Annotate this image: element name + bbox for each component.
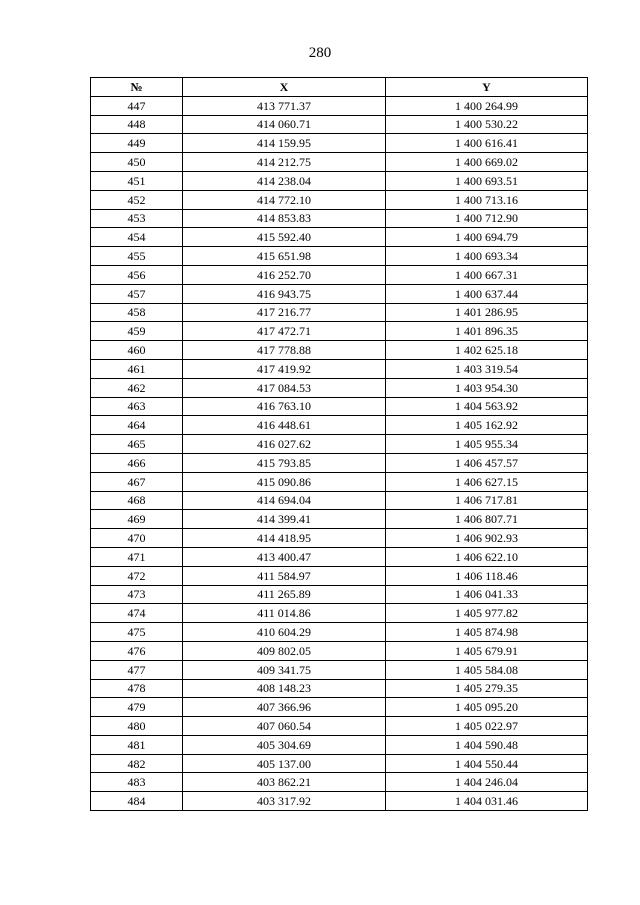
cell-number: 467 <box>91 472 183 491</box>
table-row <box>91 247 588 266</box>
cell-x: 414 853.83 <box>183 209 386 228</box>
table-row <box>91 566 588 585</box>
cell-y: 1 400 694.79 <box>386 228 588 247</box>
cell-y: 1 406 457.57 <box>386 453 588 472</box>
cell-y: 1 402 625.18 <box>386 341 588 360</box>
cell-x: 416 943.75 <box>183 284 386 303</box>
cell-y: 1 406 807.71 <box>386 510 588 529</box>
cell-x: 413 771.37 <box>183 96 386 115</box>
cell-number: 455 <box>91 247 183 266</box>
cell-number: 483 <box>91 773 183 792</box>
table-row <box>91 115 588 134</box>
cell-number: 453 <box>91 209 183 228</box>
cell-x: 405 304.69 <box>183 735 386 754</box>
table-row <box>91 717 588 736</box>
cell-y: 1 400 693.51 <box>386 171 588 190</box>
table-row <box>91 378 588 397</box>
cell-number: 476 <box>91 641 183 660</box>
cell-number: 469 <box>91 510 183 529</box>
cell-number: 474 <box>91 604 183 623</box>
cell-number: 478 <box>91 679 183 698</box>
cell-y: 1 405 279.35 <box>386 679 588 698</box>
table-row <box>91 190 588 209</box>
table-row <box>91 698 588 717</box>
cell-y: 1 400 264.99 <box>386 96 588 115</box>
cell-number: 458 <box>91 303 183 322</box>
cell-x: 414 159.95 <box>183 134 386 153</box>
cell-y: 1 404 246.04 <box>386 773 588 792</box>
cell-y: 1 405 095.20 <box>386 698 588 717</box>
table-row <box>91 529 588 548</box>
cell-x: 407 366.96 <box>183 698 386 717</box>
cell-number: 450 <box>91 153 183 172</box>
table-row <box>91 604 588 623</box>
cell-number: 457 <box>91 284 183 303</box>
cell-x: 410 604.29 <box>183 623 386 642</box>
cell-x: 414 694.04 <box>183 491 386 510</box>
cell-y: 1 403 954.30 <box>386 378 588 397</box>
cell-x: 417 216.77 <box>183 303 386 322</box>
cell-y: 1 406 717.81 <box>386 491 588 510</box>
cell-y: 1 404 590.48 <box>386 735 588 754</box>
header-x: X <box>183 78 386 97</box>
coordinates-table <box>90 77 588 811</box>
cell-x: 416 763.10 <box>183 397 386 416</box>
table-row <box>91 472 588 491</box>
cell-y: 1 405 977.82 <box>386 604 588 623</box>
cell-y: 1 405 874.98 <box>386 623 588 642</box>
cell-x: 417 472.71 <box>183 322 386 341</box>
cell-y: 1 405 162.92 <box>386 416 588 435</box>
cell-number: 466 <box>91 453 183 472</box>
cell-y: 1 400 616.41 <box>386 134 588 153</box>
cell-number: 451 <box>91 171 183 190</box>
cell-number: 477 <box>91 660 183 679</box>
cell-x: 417 084.53 <box>183 378 386 397</box>
table-row <box>91 491 588 510</box>
cell-number: 475 <box>91 623 183 642</box>
cell-number: 463 <box>91 397 183 416</box>
table-row <box>91 735 588 754</box>
cell-x: 408 148.23 <box>183 679 386 698</box>
cell-x: 414 212.75 <box>183 153 386 172</box>
table-row <box>91 322 588 341</box>
cell-y: 1 400 669.02 <box>386 153 588 172</box>
cell-y: 1 404 550.44 <box>386 754 588 773</box>
table-row <box>91 303 588 322</box>
table-row <box>91 585 588 604</box>
table-row <box>91 228 588 247</box>
cell-number: 481 <box>91 735 183 754</box>
cell-x: 414 060.71 <box>183 115 386 134</box>
cell-x: 415 592.40 <box>183 228 386 247</box>
table-row <box>91 453 588 472</box>
cell-x: 409 802.05 <box>183 641 386 660</box>
cell-x: 403 317.92 <box>183 792 386 811</box>
cell-y: 1 401 286.95 <box>386 303 588 322</box>
cell-y: 1 400 712.90 <box>386 209 588 228</box>
cell-number: 465 <box>91 435 183 454</box>
cell-x: 411 014.86 <box>183 604 386 623</box>
cell-y: 1 406 118.46 <box>386 566 588 585</box>
cell-y: 1 405 955.34 <box>386 435 588 454</box>
table-row <box>91 435 588 454</box>
cell-y: 1 403 319.54 <box>386 359 588 378</box>
cell-x: 414 399.41 <box>183 510 386 529</box>
cell-y: 1 405 022.97 <box>386 717 588 736</box>
cell-number: 482 <box>91 754 183 773</box>
header-number: № <box>91 78 183 97</box>
cell-number: 470 <box>91 529 183 548</box>
cell-y: 1 406 627.15 <box>386 472 588 491</box>
cell-number: 484 <box>91 792 183 811</box>
cell-y: 1 404 563.92 <box>386 397 588 416</box>
cell-x: 413 400.47 <box>183 547 386 566</box>
table-row <box>91 284 588 303</box>
table-row <box>91 792 588 811</box>
cell-x: 415 090.86 <box>183 472 386 491</box>
cell-x: 407 060.54 <box>183 717 386 736</box>
table-row <box>91 209 588 228</box>
cell-number: 462 <box>91 378 183 397</box>
table-header-row <box>91 78 588 97</box>
cell-x: 416 252.70 <box>183 265 386 284</box>
cell-y: 1 405 679.91 <box>386 641 588 660</box>
table-row <box>91 679 588 698</box>
cell-x: 411 584.97 <box>183 566 386 585</box>
cell-x: 411 265.89 <box>183 585 386 604</box>
cell-number: 468 <box>91 491 183 510</box>
table-row <box>91 510 588 529</box>
table-row <box>91 547 588 566</box>
cell-x: 417 778.88 <box>183 341 386 360</box>
table-row <box>91 641 588 660</box>
cell-y: 1 406 041.33 <box>386 585 588 604</box>
cell-x: 416 027.62 <box>183 435 386 454</box>
cell-x: 415 793.85 <box>183 453 386 472</box>
table-row <box>91 134 588 153</box>
table-row <box>91 397 588 416</box>
table-row <box>91 416 588 435</box>
table-row <box>91 341 588 360</box>
cell-number: 480 <box>91 717 183 736</box>
cell-y: 1 400 667.31 <box>386 265 588 284</box>
cell-y: 1 406 902.93 <box>386 529 588 548</box>
cell-y: 1 401 896.35 <box>386 322 588 341</box>
table-row <box>91 265 588 284</box>
cell-number: 456 <box>91 265 183 284</box>
cell-number: 471 <box>91 547 183 566</box>
cell-x: 414 418.95 <box>183 529 386 548</box>
cell-number: 464 <box>91 416 183 435</box>
cell-number: 454 <box>91 228 183 247</box>
cell-number: 473 <box>91 585 183 604</box>
cell-number: 452 <box>91 190 183 209</box>
cell-number: 472 <box>91 566 183 585</box>
cell-number: 459 <box>91 322 183 341</box>
cell-y: 1 405 584.08 <box>386 660 588 679</box>
table-row <box>91 359 588 378</box>
table-row <box>91 754 588 773</box>
cell-x: 416 448.61 <box>183 416 386 435</box>
table-row <box>91 171 588 190</box>
table-row <box>91 660 588 679</box>
cell-x: 405 137.00 <box>183 754 386 773</box>
cell-x: 409 341.75 <box>183 660 386 679</box>
cell-x: 417 419.92 <box>183 359 386 378</box>
cell-x: 414 772.10 <box>183 190 386 209</box>
header-y: Y <box>386 78 588 97</box>
cell-y: 1 404 031.46 <box>386 792 588 811</box>
table-row <box>91 773 588 792</box>
cell-x: 415 651.98 <box>183 247 386 266</box>
cell-y: 1 400 530.22 <box>386 115 588 134</box>
page-number: 280 <box>308 45 332 61</box>
cell-number: 461 <box>91 359 183 378</box>
cell-y: 1 400 693.34 <box>386 247 588 266</box>
cell-y: 1 406 622.10 <box>386 547 588 566</box>
table-row <box>91 153 588 172</box>
cell-y: 1 400 713.16 <box>386 190 588 209</box>
cell-number: 479 <box>91 698 183 717</box>
cell-y: 1 400 637.44 <box>386 284 588 303</box>
table-row <box>91 623 588 642</box>
table-body <box>91 96 588 810</box>
cell-number: 449 <box>91 134 183 153</box>
cell-number: 460 <box>91 341 183 360</box>
cell-x: 414 238.04 <box>183 171 386 190</box>
table-row <box>91 96 588 115</box>
cell-x: 403 862.21 <box>183 773 386 792</box>
cell-number: 448 <box>91 115 183 134</box>
cell-number: 447 <box>91 96 183 115</box>
